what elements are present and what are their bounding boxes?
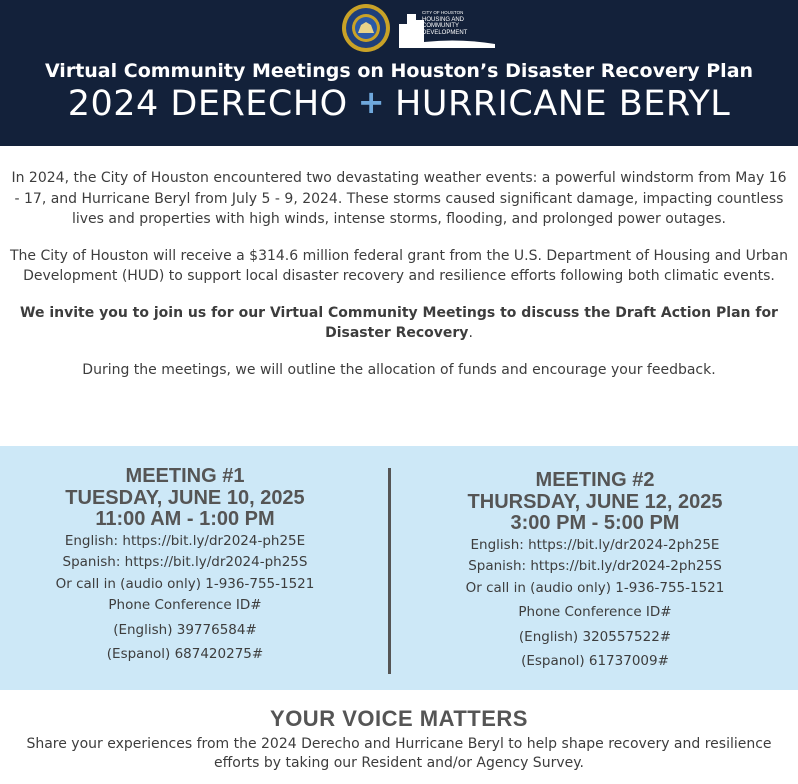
meeting-1-conference-espanol: (Espanol) 687420275# (106, 646, 264, 662)
hcd-line-2: COMMUNITY (422, 23, 459, 29)
invite-bold-text: We invite you to join us for our Virtual Community Meetings to discuss the Draft Action Plan for Disaster Recovery (20, 304, 778, 341)
intro-paragraph-events: In 2024, the City of Houston encountered two devastating weather events: a powerful windstorm from May 16 - 17, and Hurricane Beryl from July 5 - 9, 2024. These storms caused significant damage, impacting countless lives and properties with high winds, intense storms, flooding, and prolonged power outages. (11, 170, 787, 227)
headline-beryl: HURRICANE BERYL (395, 84, 731, 124)
intro-paragraph-grant: The City of Houston will receive a $314.6 million federal grant from the U.S. Department of Housing and Urban Development (HUD) to support local disaster recovery and resilience efforts following both climatic events. (10, 247, 788, 284)
meetings-divider (388, 468, 391, 674)
header-banner (0, 0, 798, 146)
logo-row (0, 3, 798, 55)
headline-derecho: 2024 DERECHO (67, 84, 348, 124)
meeting-1-call-in: Or call in (audio only) 1-936-755-1521 (55, 575, 315, 592)
meeting-2-english-link[interactable]: English: https://bit.ly/dr2024-2ph25E (470, 536, 720, 553)
meeting-1-spanish-link[interactable]: Spanish: https://bit.ly/dr2024-ph25S (62, 554, 308, 570)
intro-section (10, 168, 788, 396)
meeting-2-spanish-link[interactable]: Spanish: https://bit.ly/dr2024-2ph25S (468, 558, 722, 574)
meeting-2-conference-label: Phone Conference ID# (518, 604, 672, 620)
meeting-1-conference-label: Phone Conference ID# (108, 597, 262, 613)
meetings-panel (0, 446, 798, 690)
intro-paragraph-feedback: During the meetings, we will outline the allocation of funds and encourage your feedback. (82, 361, 716, 378)
meeting-1-date: TUESDAY, JUNE 10, 2025 (65, 486, 305, 509)
housing-department-wordmark (422, 10, 467, 36)
meeting-2-card (440, 470, 750, 673)
meeting-2-conference-espanol: (Espanol) 61737009# (521, 653, 669, 669)
meeting-2-time: 3:00 PM - 5:00 PM (510, 512, 680, 534)
event-headline (0, 84, 798, 124)
meeting-1-conference-english: (English) 39776584# (113, 621, 257, 638)
plus-icon: + (357, 83, 386, 121)
meeting-2-title: MEETING #2 (535, 469, 655, 491)
meeting-1-time: 11:00 AM - 1:00 PM (95, 508, 275, 530)
meeting-1-title: MEETING #1 (125, 465, 245, 487)
hcd-line-1: HOUSING AND (422, 16, 465, 23)
invite-period: . (468, 325, 473, 341)
hcd-line-3: DEVELOPMENT (422, 29, 468, 36)
meeting-2-call-in: Or call in (audio only) 1-936-755-1521 (465, 579, 725, 596)
city-seal-icon (341, 3, 391, 53)
meeting-1-card (30, 466, 340, 666)
voice-matters-heading: YOUR VOICE MATTERS (270, 706, 528, 731)
voice-matters-text: Share your experiences from the 2024 Derecho and Hurricane Beryl to help shape recovery and resilience efforts by taking our Resident and/or Agency Survey. (26, 736, 772, 771)
meeting-2-conference-english: (English) 320557522# (518, 628, 672, 645)
intro-paragraph-invite (10, 303, 788, 344)
meeting-2-date: THURSDAY, JUNE 12, 2025 (467, 490, 723, 513)
hcd-city-label: CITY OF HOUSTON (422, 10, 464, 15)
page-title: Virtual Community Meetings on Houston’s Disaster Recovery Plan (44, 60, 754, 82)
meeting-1-english-link[interactable]: English: https://bit.ly/dr2024-ph25E (64, 532, 306, 549)
